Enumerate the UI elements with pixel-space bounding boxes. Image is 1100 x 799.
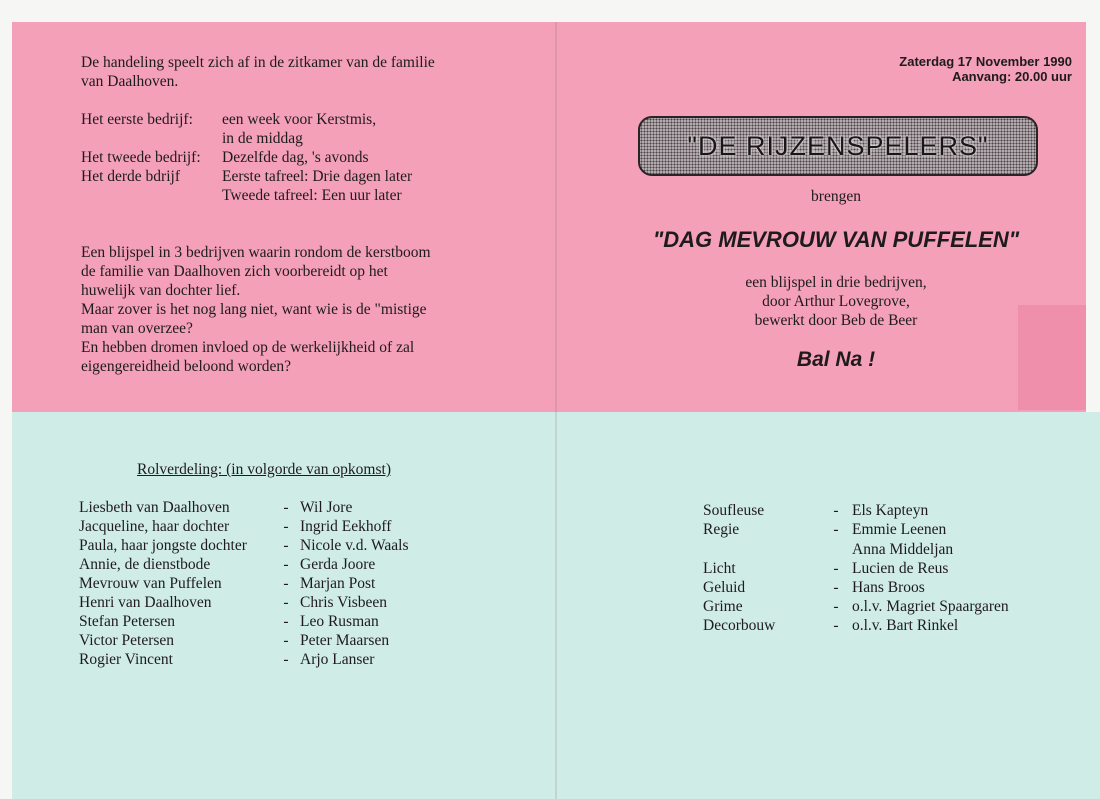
cast-dash: - (283, 651, 289, 668)
crew-name: Lucien de Reus (852, 560, 949, 577)
cast-dash: - (283, 613, 289, 630)
cast-dash: - (283, 537, 289, 554)
act-3-line-2: Tweede tafreel: Een uur later (222, 187, 402, 204)
act-2-label: Het tweede bedrijf: (81, 149, 201, 166)
cast-role: Paula, haar jongste dochter (79, 537, 247, 554)
crew-name: o.l.v. Bart Rinkel (852, 617, 959, 634)
cast-role: Henri van Daalhoven (79, 594, 212, 611)
cast-actor: Gerda Joore (300, 556, 376, 573)
presents-text: brengen (811, 188, 861, 205)
crew-name: Hans Broos (852, 579, 925, 596)
crew-dash: - (833, 502, 839, 519)
pink-edge (1018, 305, 1086, 410)
act-3-line-1: Eerste tafreel: Drie dagen later (222, 168, 413, 185)
fold-line (555, 22, 557, 799)
crew-role: Geluid (703, 579, 746, 596)
synopsis-line-1: Een blijspel in 3 bedrijven waarin rondom de kerstboom (81, 244, 431, 261)
company-name: "DE RIJZENSPELERS" (687, 130, 989, 161)
cast-actor: Ingrid Eekhoff (300, 518, 392, 535)
act-3-label: Het derde bdrijf (81, 168, 180, 185)
crew-role: Licht (703, 560, 736, 577)
cast-heading: Rolverdeling: (in volgorde van opkomst) (137, 461, 391, 478)
cast-role: Jacqueline, haar dochter (79, 518, 230, 535)
cast-actor: Peter Maarsen (300, 632, 390, 649)
cast-actor: Leo Rusman (300, 613, 379, 630)
cast-role: Rogier Vincent (79, 651, 173, 668)
event-start-time: Aanvang: 20.00 uur (952, 69, 1072, 84)
crew-dash: - (833, 598, 839, 615)
cast-actor: Marjan Post (300, 575, 376, 592)
crew-name: Els Kapteyn (852, 502, 929, 519)
credits-line-1: een blijspel in drie bedrijven, (745, 274, 927, 291)
cast-actor: Nicole v.d. Waals (300, 537, 409, 554)
crew-name: o.l.v. Magriet Spaargaren (852, 598, 1009, 615)
setting-line-2: van Daalhoven. (81, 73, 179, 90)
crew-dash: - (833, 521, 839, 538)
crew-name: Emmie Leenen (852, 521, 947, 538)
cast-dash: - (283, 518, 289, 535)
cast-role: Annie, de dienstbode (79, 556, 211, 573)
act-1-line-2: in de middag (222, 130, 303, 147)
synopsis-line-5: man van overzee? (81, 320, 193, 337)
crew-dash: - (833, 579, 839, 596)
act-2-line-1: Dezelfde dag, 's avonds (222, 149, 369, 166)
cast-dash: - (283, 632, 289, 649)
cast-actor: Arjo Lanser (300, 651, 375, 668)
event-date: Zaterdag 17 November 1990 (899, 54, 1072, 69)
cast-actor: Chris Visbeen (300, 594, 388, 611)
bal-na-text: Bal Na ! (796, 348, 876, 371)
crew-role: Grime (703, 598, 743, 615)
synopsis-line-3: huwelijk van dochter lief. (81, 282, 241, 299)
crew-role: Soufleuse (703, 502, 765, 519)
setting-line-1: De handeling speelt zich af in de zitkamer van de familie (81, 54, 435, 71)
cast-role: Stefan Petersen (79, 613, 175, 630)
synopsis-line-7: eigengereidheid beloond worden? (81, 358, 292, 375)
crew-role: Decorbouw (703, 617, 776, 634)
crew-dash: - (833, 560, 839, 577)
credits-line-3: bewerkt door Beb de Beer (754, 312, 918, 329)
cast-role: Victor Petersen (79, 632, 175, 649)
act-1-line-1: een week voor Kerstmis, (222, 111, 377, 128)
crew-dash: - (833, 617, 839, 634)
act-1-label: Het eerste bedrijf: (81, 111, 193, 128)
company-banner (638, 116, 1038, 176)
cast-role: Liesbeth van Daalhoven (79, 499, 230, 516)
synopsis-line-2: de familie van Daalhoven zich voorbereidt op het (81, 263, 388, 280)
credits-line-2: door Arthur Lovegrove, (762, 293, 910, 310)
cast-role: Mevrouw van Puffelen (79, 575, 222, 592)
cast-dash: - (283, 556, 289, 573)
synopsis-line-4: Maar zover is het nog lang niet, want wie is de "mistige (81, 301, 427, 318)
crew-name: Anna Middeljan (852, 541, 954, 558)
cast-dash: - (283, 594, 289, 611)
cast-actor: Wil Jore (300, 499, 353, 516)
crew-role: Regie (703, 521, 740, 538)
synopsis-line-6: En hebben dromen invloed op de werkelijkheid of zal (81, 339, 415, 356)
cast-dash: - (283, 575, 289, 592)
cast-dash: - (283, 499, 289, 516)
play-title: "DAG MEVROUW VAN PUFFELEN" (652, 227, 1020, 252)
